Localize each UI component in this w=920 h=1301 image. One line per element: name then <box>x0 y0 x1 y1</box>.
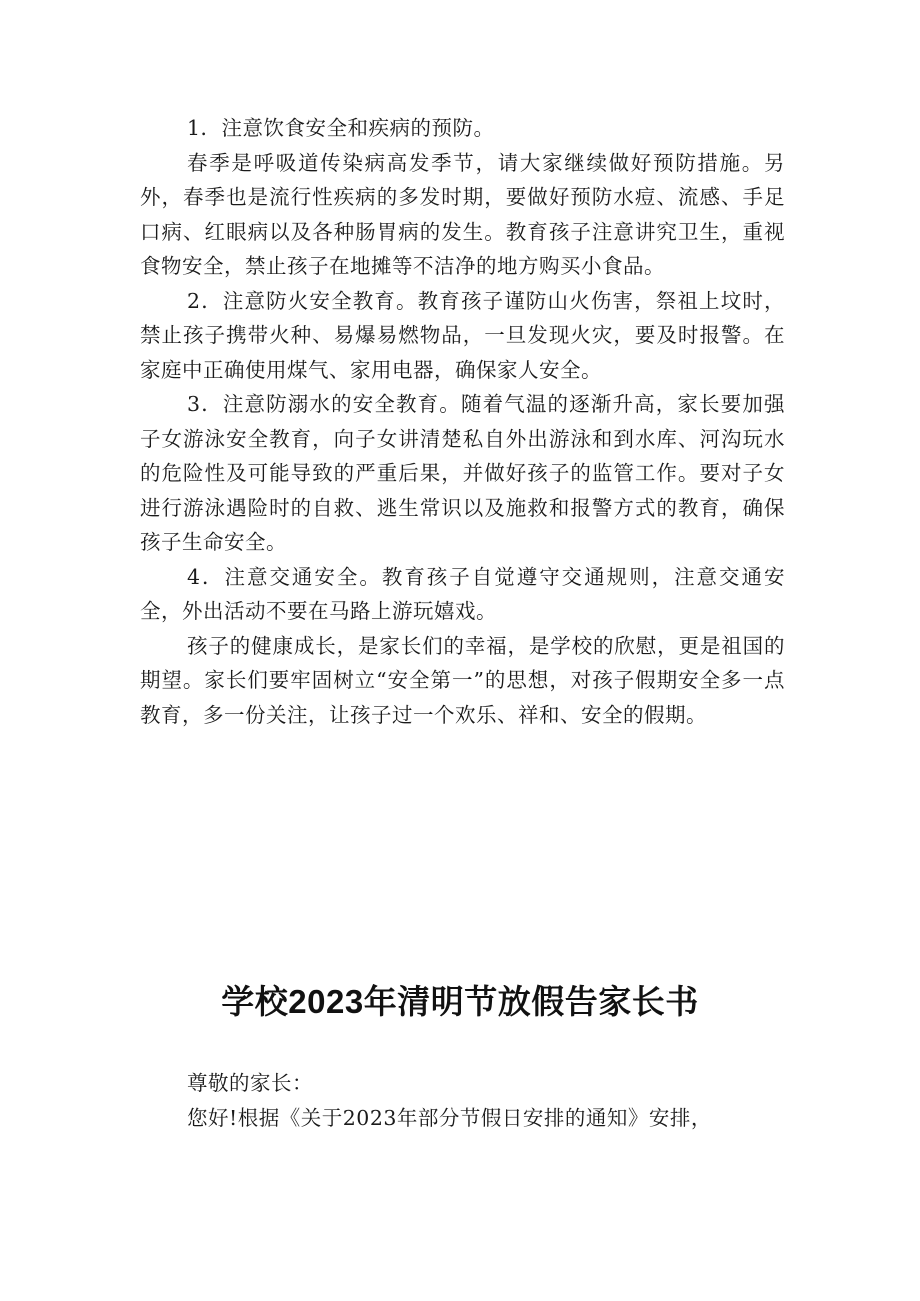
bottom-section <box>140 1066 785 1135</box>
salutation: 尊敬的家长： <box>187 1071 313 1095</box>
paragraph-fire-safety: 2．注意防火安全教育。教育孩子谨防山火伤害，祭祖上坟时，禁止孩子携带火种、易爆易燃物品，一旦发现火灾，要及时报警。在家庭中正确使用煤气、家用电器，确保家人安全。 <box>140 288 785 382</box>
paragraph-closing: 孩子的健康成长，是家长们的幸福，是学校的欣慰，更是祖国的期望。家长们要牢固树立“安全第一”的思想，对孩子假期安全多一点教育，多一份关注，让孩子过一个欢乐、祥和、安全的假期。 <box>140 633 785 727</box>
top-section <box>140 111 785 732</box>
document-title: 学校2023年清明节放假告家长书 <box>221 983 699 1020</box>
paragraph-item-1: 1．注意饮食安全和疾病的预防。 <box>187 116 495 140</box>
paragraph-drowning-safety: 3．注意防溺水的安全教育。随着气温的逐渐升高，家长要加强子女游泳安全教育，向子女讲清楚私自外出游泳和到水库、河沟玩水的危险性及可能导致的严重后果，并做好孩子的监管工作。要对子女进行游泳遇险时的自救、逃生常识以及施救和报警方式的教育，确保孩子生命安全。 <box>140 392 785 554</box>
paragraph-greeting: 您好!根据《关于2023年部分节假日安排的通知》安排， <box>187 1105 712 1130</box>
paragraph-traffic-safety: 4．注意交通安全。教育孩子自觉遵守交通规则，注意交通安全，外出活动不要在马路上游玩嬉戏。 <box>140 564 785 623</box>
paragraph-spring-disease: 春季是呼吸道传染病高发季节，请大家继续做好预防措施。另外，春季也是流行性疾病的多发时期，要做好预防水痘、流感、手足口病、红眼病以及各种肠胃病的发生。教育孩子注意讲究卫生，重视食物安全，禁止孩子在地摊等不洁净的地方购买小食品。 <box>140 150 785 278</box>
